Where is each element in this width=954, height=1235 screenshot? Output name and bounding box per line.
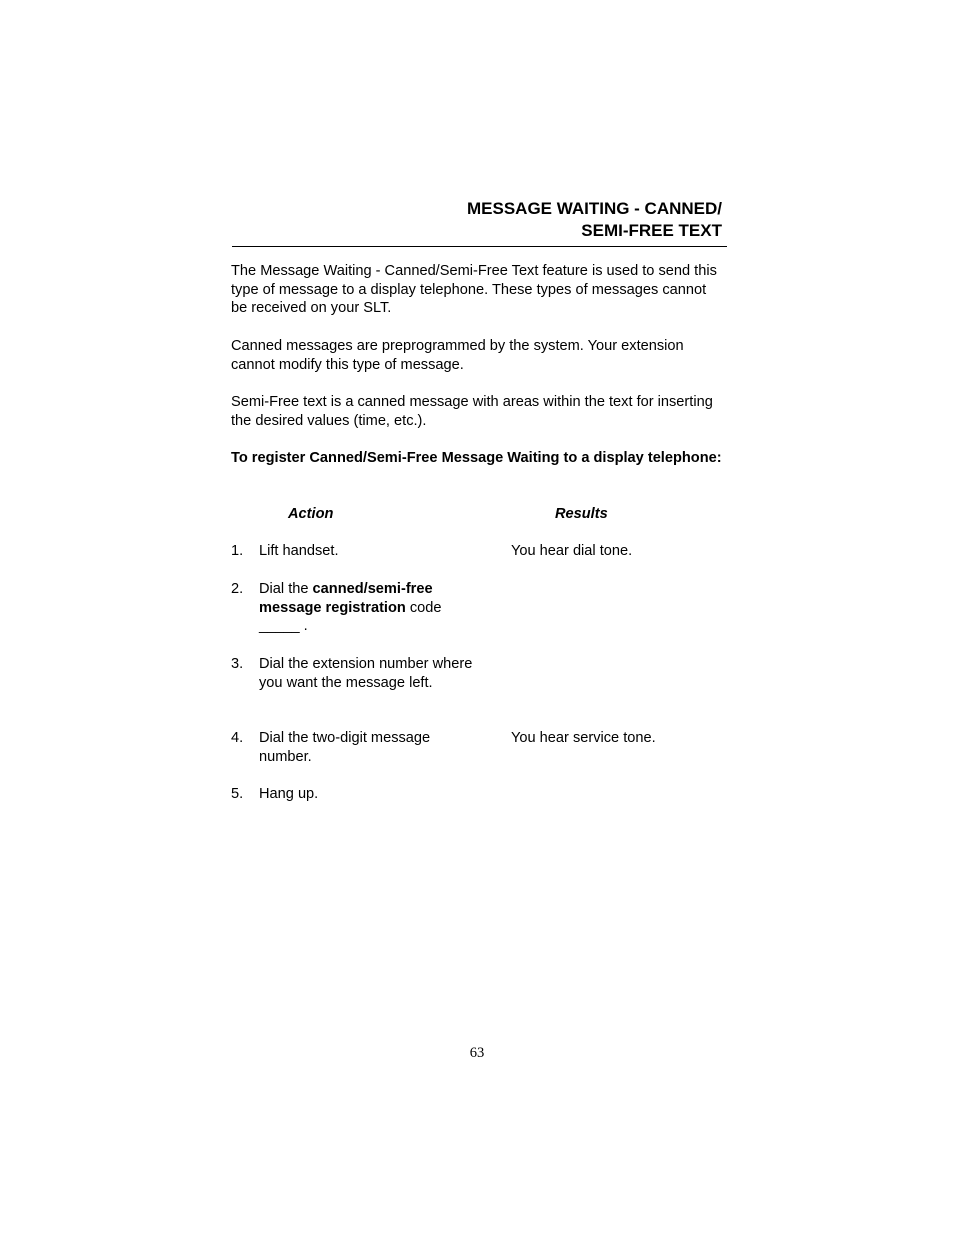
step-action: Hang up. (259, 786, 319, 802)
step-action: Lift handset. (259, 543, 339, 559)
step-action (259, 580, 474, 636)
procedure-title: To register Canned/Semi-Free Message Waiting to a display telephone: (231, 450, 722, 466)
step-result: You hear dial tone. (511, 543, 633, 559)
heading-divider (232, 246, 727, 247)
semi-free-paragraph: Semi-Free text is a canned message with areas within the text for inserting the desired values (time, etc.). (231, 394, 713, 429)
step-action: Dial the extension number where you want the message left. (259, 656, 473, 691)
step-number: 3. (231, 656, 244, 672)
step-action-text-end: code _____ . (259, 599, 442, 634)
step-action-text: Dial the (259, 581, 313, 597)
step-result: You hear service tone. (511, 730, 656, 746)
step-number: 5. (231, 786, 244, 802)
heading-line-1: MESSAGE WAITING - CANNED/ (466, 199, 722, 218)
heading-line-2: SEMI-FREE TEXT (581, 221, 722, 240)
canned-paragraph: Canned messages are preprogrammed by the system. Your extension cannot modify this type of message. (231, 338, 684, 373)
intro-paragraph: The Message Waiting - Canned/Semi-Free Text feature is used to send this type of message to a display telephone. These types of messages cannot be received on your SLT. (231, 263, 717, 316)
step-action: Dial the two-digit message number. (259, 730, 431, 765)
step-action-bold-text: canned/semi-free message registration (259, 581, 433, 616)
step-number: 1. (231, 543, 244, 559)
step-number: 2. (231, 581, 244, 597)
page-number: 63 (469, 1045, 485, 1061)
action-column-header: Action (288, 506, 334, 522)
results-column-header: Results (555, 506, 608, 522)
section-heading (232, 198, 722, 242)
step-number: 4. (231, 730, 244, 746)
